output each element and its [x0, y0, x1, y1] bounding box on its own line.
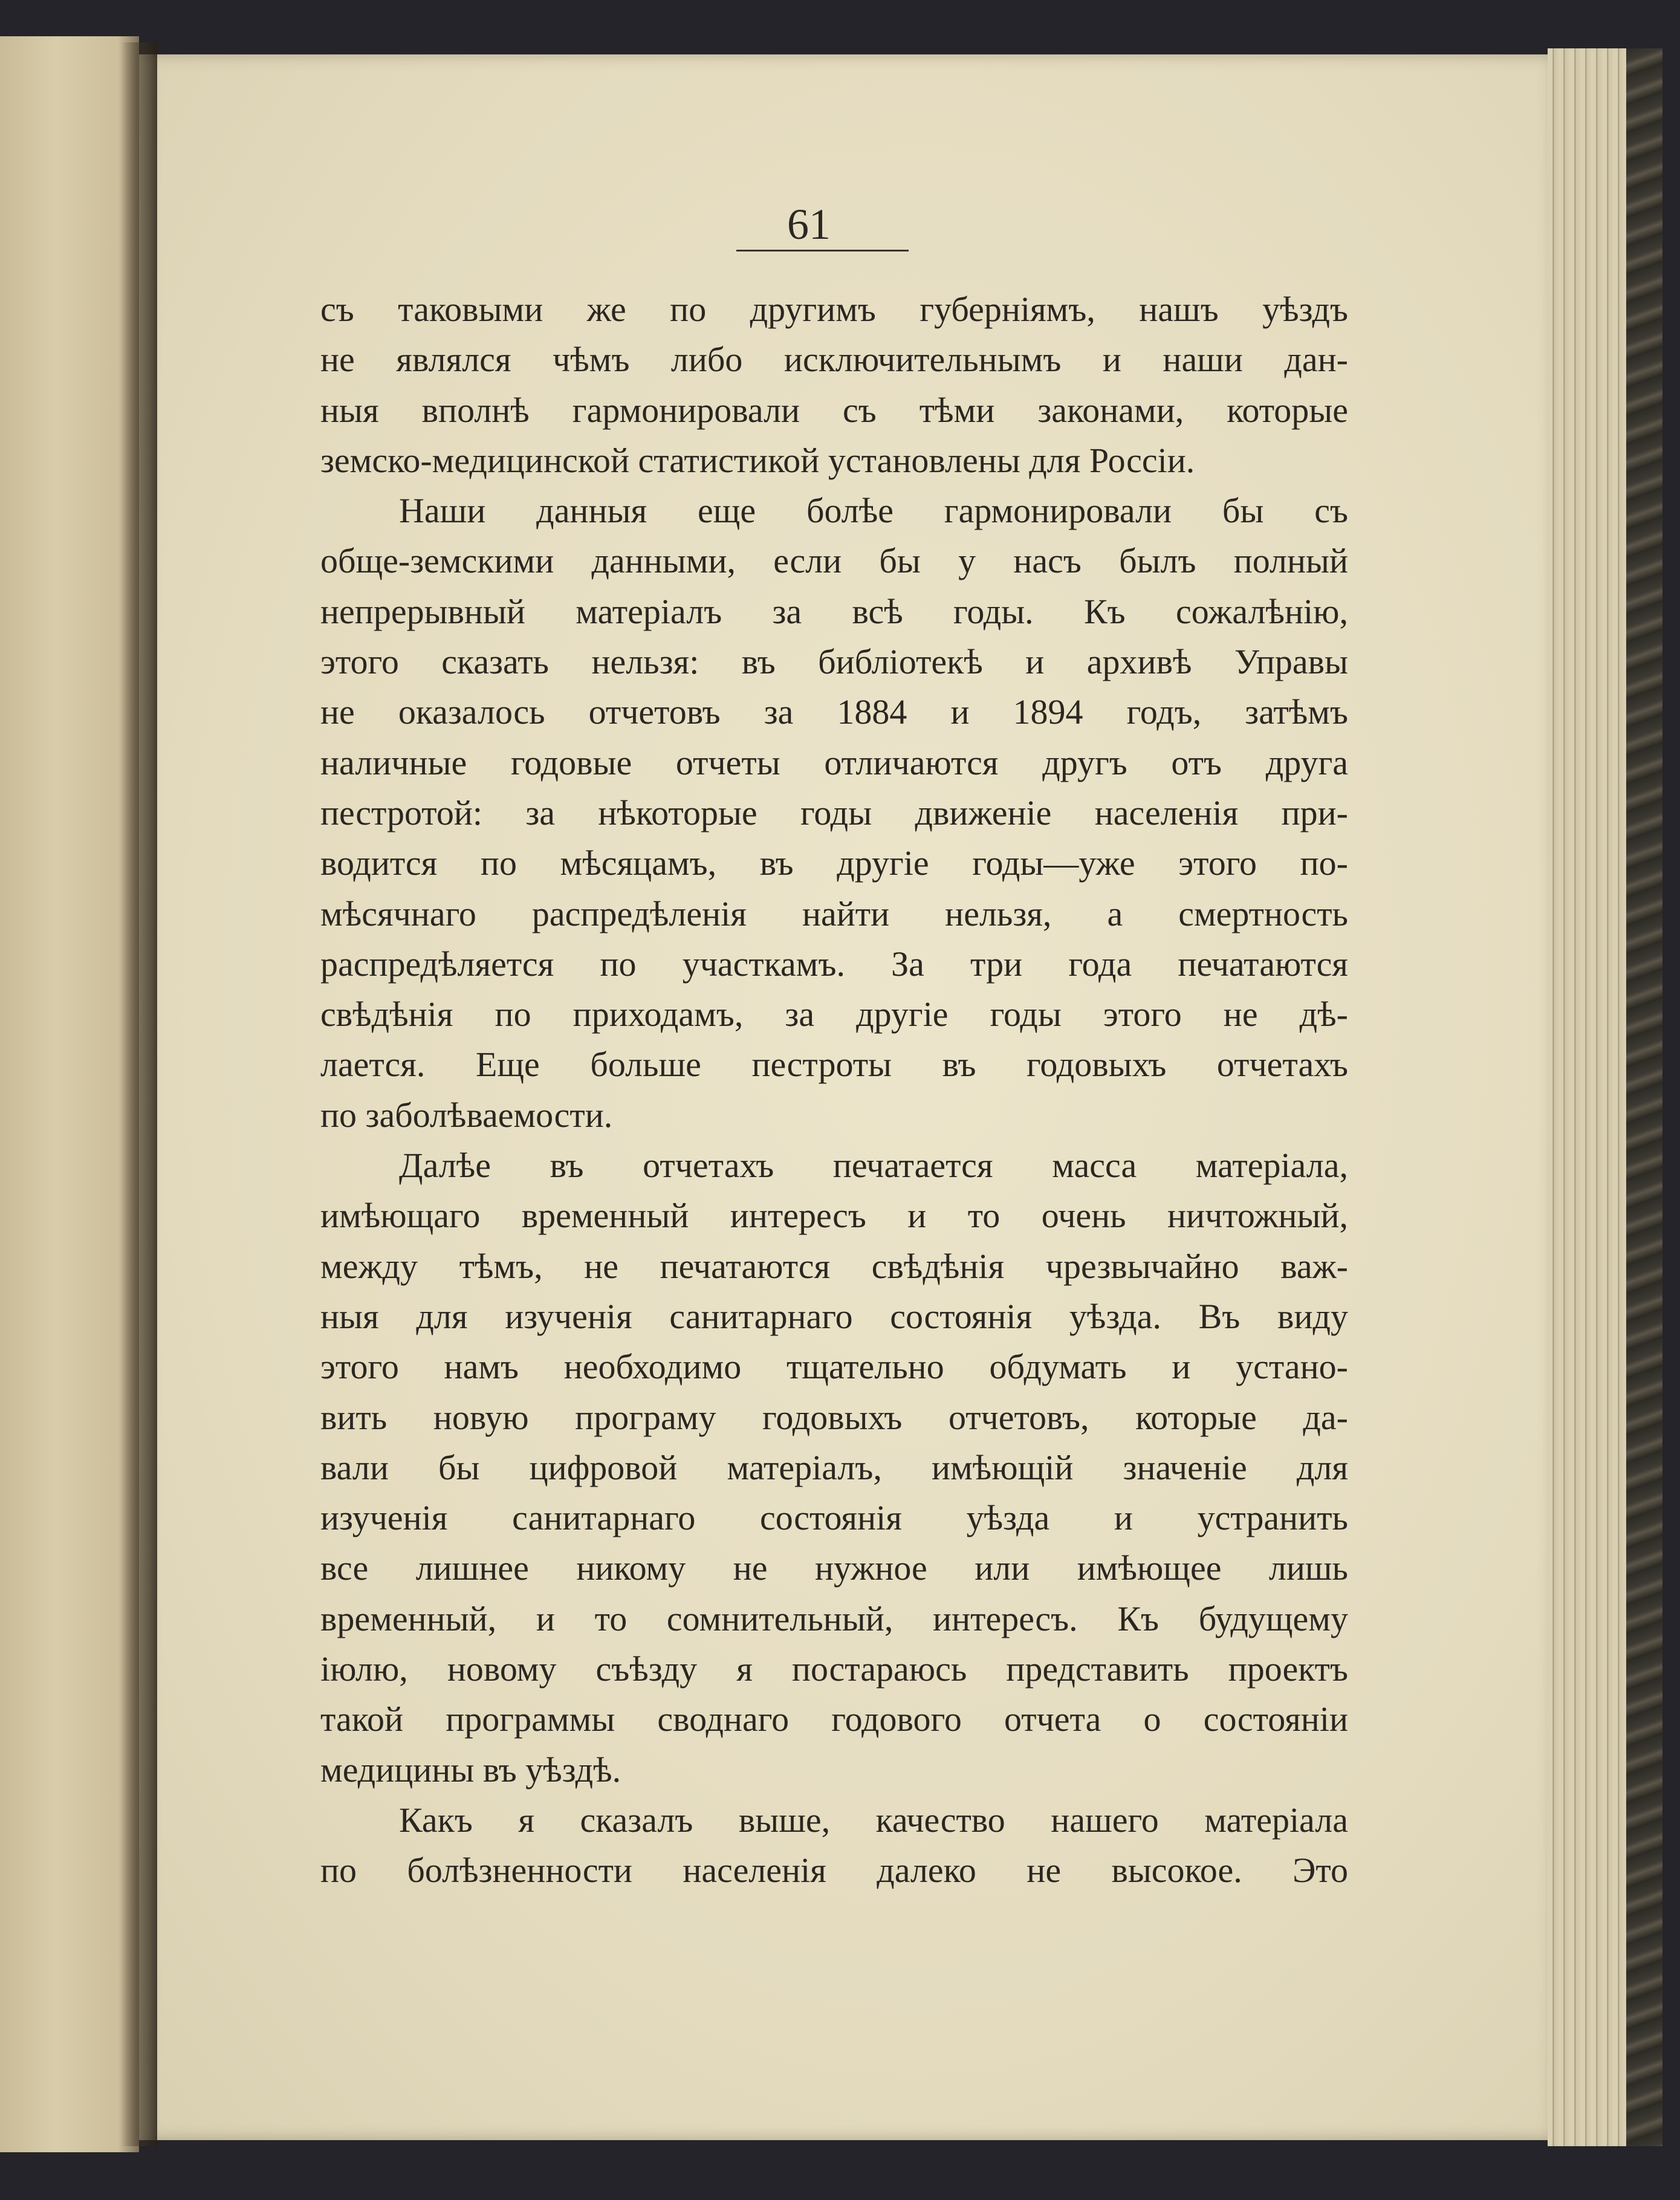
page-edges-stack — [1548, 48, 1632, 2146]
gutter-shadow — [121, 42, 157, 2146]
text-line: обще-земскими данными, если бы у насъ былъ полный — [320, 541, 1348, 581]
text-line: іюлю, новому съѣзду я постараюсь представить проектъ — [320, 1649, 1348, 1689]
text-line: не оказалось отчетовъ за 1884 и 1894 годъ, затѣмъ — [320, 692, 1348, 732]
text-line: лается. Еще больше пестроты въ годовыхъ отчетахъ — [320, 1045, 1348, 1085]
text-line: съ таковыми же по другимъ губерніямъ, нашъ уѣздъ — [320, 290, 1348, 329]
text-line: временный, и то сомнительный, интересъ. Къ будущему — [320, 1598, 1348, 1638]
text-line: ныя вполнѣ гармонировали съ тѣми законами, которые — [320, 390, 1348, 430]
text-line: между тѣмъ, не печатаются свѣдѣнія чрезвычайно важ- — [320, 1246, 1348, 1286]
page-number: 61 — [787, 200, 831, 248]
text-line: не являлся чѣмъ либо исключительнымъ и наши дан- — [320, 340, 1348, 380]
text-line: изученія санитарнаго состоянія уѣзда и устранить — [320, 1498, 1348, 1538]
text-line: ныя для изученія санитарнаго состоянія уѣзда. Въ виду — [320, 1296, 1348, 1336]
text-line: Далѣе въ отчетахъ печатается масса матеріала, — [399, 1146, 1348, 1186]
text-line: водится по мѣсяцамъ, въ другіе годы—уже этого по- — [320, 843, 1348, 883]
text-line: по болѣзненности населенія далеко не высокое. Это — [320, 1851, 1348, 1890]
text-line: непрерывный матеріалъ за всѣ годы. Къ сожалѣнію, — [320, 591, 1348, 631]
text-line: Какъ я сказалъ выше, качество нашего матеріала — [399, 1800, 1348, 1840]
text-line: наличные годовые отчеты отличаются другъ отъ друга — [320, 742, 1348, 782]
text-line: этого намъ необходимо тщательно обдумать и устано- — [320, 1347, 1348, 1387]
text-line: такой программы своднаго годового отчета о состояніи — [320, 1699, 1348, 1739]
text-line: все лишнее никому не нужное или имѣющее лишь — [320, 1548, 1348, 1588]
book-cover-edge — [1626, 48, 1662, 2146]
text-line: по заболѣваемости. — [320, 1095, 613, 1135]
text-line: распредѣляется по участкамъ. За три года печатаются — [320, 944, 1348, 984]
page-number-rule — [736, 250, 909, 251]
text-line: свѣдѣнія по приходамъ, за другіе годы этого не дѣ- — [320, 995, 1348, 1034]
text-line: Наши данныя еще болѣе гармонировали бы съ — [399, 491, 1348, 531]
body-text — [320, 284, 1348, 1896]
facing-page-edge — [0, 36, 139, 2152]
text-line: вали бы цифровой матеріалъ, имѣющій значеніе для — [320, 1447, 1348, 1487]
text-line: медицины въ уѣздѣ. — [320, 1750, 621, 1790]
text-line: вить новую програму годовыхъ отчетовъ, которые да- — [320, 1397, 1348, 1437]
text-line: земско-медицинской статистикой установлены для Россіи. — [320, 440, 1195, 480]
text-line: пестротой: за нѣкоторые годы движеніе населенія при- — [320, 793, 1348, 832]
text-line: имѣющаго временный интересъ и то очень ничтожный, — [320, 1196, 1348, 1236]
text-line: этого сказать нельзя: въ библіотекѣ и архивѣ Управы — [320, 642, 1348, 682]
text-line: мѣсячнаго распредѣленія найти нельзя, а смертность — [320, 894, 1348, 933]
